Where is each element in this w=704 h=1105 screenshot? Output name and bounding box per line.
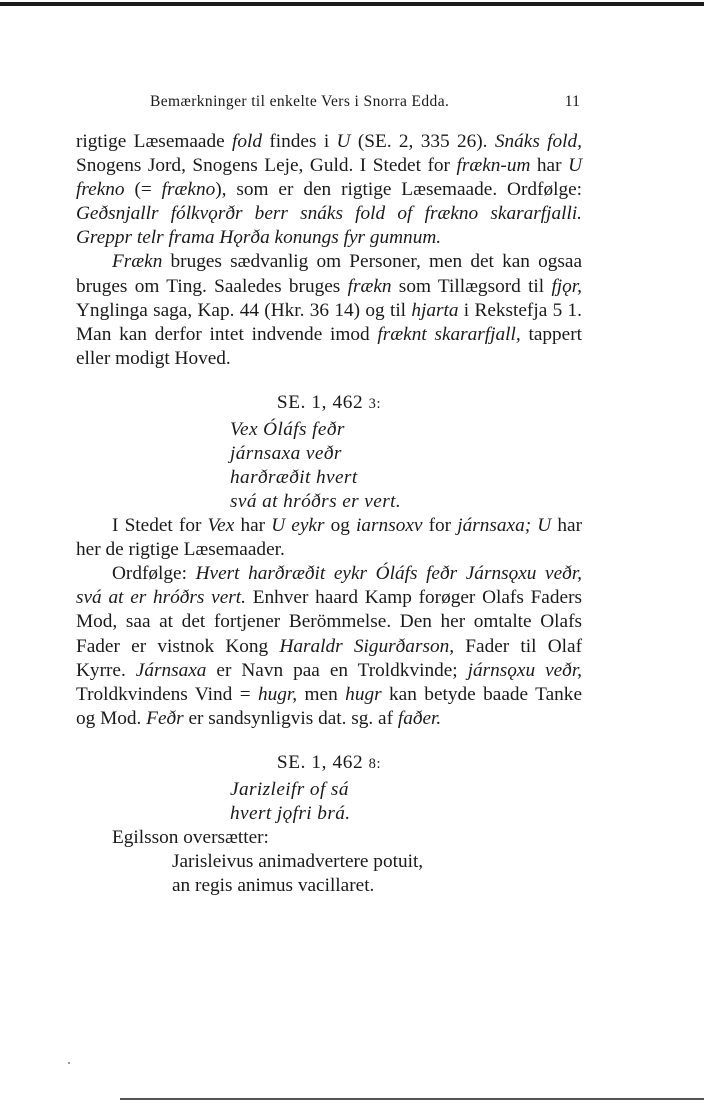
paragraph-fraekn: Frækn bruges sædvanlig om Personer, men det kan ogsaa bruges om Ting. Saaledes bruges frækn som Tillægsord til fjǫr, Ynglinga saga, Kap. 44 (Hkr. 36 14) og til hjarta i Rekstefja 5 1. Man kan derfor intet indvende imod fræknt skararfjall, tappert eller modigt Hoved.: [76, 251, 582, 369]
running-header: [76, 92, 582, 112]
document-page: [76, 92, 582, 898]
running-title: Bemærkninger til enkelte Vers i Snorra Edda.: [150, 93, 450, 110]
verse-line: járnsaxa veðr: [230, 443, 342, 465]
paragraph-readings: I Stedet for Vex har U eykr og iarnsoxv for járnsaxa; U har her de rigtige Læsemaader.: [76, 515, 582, 561]
section-heading-2: SE. 1, 462 8:: [276, 751, 382, 773]
verse-line: harðræðit hvert: [230, 467, 358, 489]
verse-block-1: [76, 418, 582, 514]
verse-line: Vex Óláfs feðr: [230, 419, 345, 441]
bottom-edge-rule: [120, 1098, 704, 1100]
paragraph-fold: rigtige Læsemaade fold findes i U (SE. 2, 335 26). Snáks fold, Snogens Jord, Snogens Leje, Guld. I Stedet for frækn-um har U frekno (= frækno), som er den rigtige Læsemaade. Ordfølge: Geðsnjallr fólkvǫrðr berr snáks fold of frækno skararfjalli. Greppr telr framа Hǫrða konungs fyr gumnum.: [76, 131, 583, 249]
translation-intro: Egilsson oversætter:: [112, 826, 269, 848]
verse-line: hvert jǫfri brá.: [230, 802, 351, 824]
top-edge-rule: [0, 2, 704, 6]
paper-speck: [68, 1062, 70, 1064]
verse-line: svá at hróðrs er vert.: [230, 491, 402, 513]
quote-line: Jarisleivus animadvertere potuit,: [172, 851, 424, 873]
page-number: 11: [564, 93, 580, 110]
paragraph-word-order: Ordfølge: Hvert harðræðit eykr Óláfs feðr Járnsǫxu veðr, svá at er hróðrs vert. Enhver haard Kamp forøger Olafs Faders Mod, saa at det fortjener Berömmelse. Den her omtalte Olafs Fader er vistnok Kong Haraldr Sigurðarson, Fader til Olaf Kyrre. Járnsaxa er Navn paa en Troldkvinde; járnsǫxu veðr, Troldkvindens Vind = hugr, men hugr kan betyde baade Tanke og Mod. Feðr er sandsynligvis dat. sg. af faðer.: [76, 563, 583, 729]
verse-line: Jarizleifr of sá: [230, 778, 349, 800]
quote-line: an regis animus vacillaret.: [172, 875, 375, 897]
latin-translation: [76, 850, 582, 898]
verse-block-2: [76, 778, 582, 826]
section-heading-1: SE. 1, 462 3:: [276, 391, 382, 413]
